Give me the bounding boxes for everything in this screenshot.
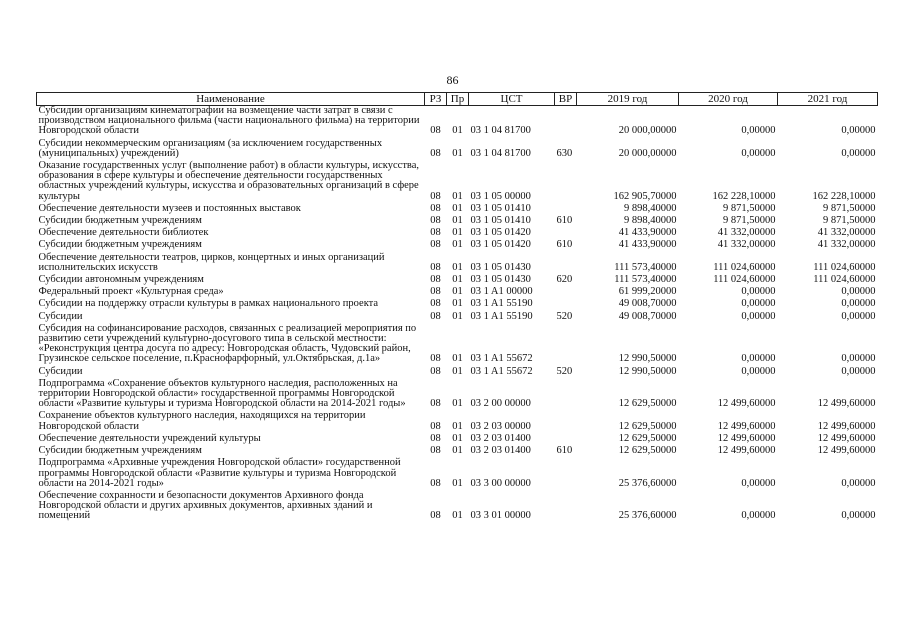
row-name: Обеспечение сохранности и безопасности документов Архивного фонда Новгородской области и других архивных документов, архивных зданий и помещений [38,489,373,522]
row-vr: 610 [556,445,573,457]
row-vr: 620 [556,274,573,286]
row-2020: 111 024,60000 [713,274,776,286]
header-2021: 2021 год [778,93,878,106]
row-rz: 08 [430,147,441,159]
row-rz: 08 [430,420,441,432]
row-cst: 03 2 03 00000 [470,420,531,432]
row-rz: 08 [430,227,441,239]
row-pr: 01 [452,125,463,137]
row-rz: 08 [430,274,441,286]
row-cst: 03 1 05 00000 [470,190,531,202]
table-row [37,299,878,311]
row-cst: 03 3 01 00000 [470,510,531,522]
row-name: Сохранение объектов культурного наследия, находящихся на территории Новгородской области [38,410,366,432]
row-2020: 111 024,60000 [713,261,776,273]
row-2019: 12 990,50000 [618,353,677,365]
row-pr: 01 [452,190,463,202]
row-2019: 25 376,60000 [618,477,677,489]
row-2021: 0,00000 [841,298,876,310]
table-row [37,411,878,433]
row-name: Оказание государственных услуг (выполнение работ) в области культуры, искусства, образования в сфере культуры и обеспечение деятельности государственных областных учреждений культуры, искусства и образовательных организаций в сфере культуры [38,160,420,202]
row-cst: 03 1 05 01410 [470,202,531,214]
row-pr: 01 [452,310,463,322]
row-2021: 12 499,60000 [817,398,876,410]
row-2021: 0,00000 [841,286,876,298]
row-2020: 41 332,00000 [717,227,776,239]
row-2019: 41 433,90000 [618,239,677,251]
row-cst: 03 1 A1 00000 [470,286,533,298]
table-row [37,379,878,412]
header-vr: ВР [555,93,577,106]
row-cst: 03 1 05 01420 [470,227,531,239]
row-2019: 25 376,60000 [618,510,677,522]
row-vr [555,411,577,433]
row-2019: 61 999,20000 [618,286,677,298]
row-cst: 03 1 A1 55190 [470,298,533,310]
row-vr [555,161,577,204]
row-name: Субсидии организациям кинематографии на возмещение части затрат в связи с производством национального фильма (части национального фильма) на территории Новгородской области [38,105,420,137]
table-body [37,106,878,524]
page-number: 86 [446,73,459,87]
row-2021: 12 499,60000 [817,432,876,444]
row-name: Подпрограмма «Сохранение объектов культурного наследия, расположенных на территории Новгородской области» государственной программы Новгородской области «Развитие культуры и туризма Новгородской области на 2014-2021 годы» [38,377,406,410]
row-2021: 41 332,00000 [817,239,876,251]
row-vr: 610 [556,239,573,251]
row-2020: 12 499,60000 [717,398,776,410]
row-name: Субсидия на софинансирование расходов, связанных с реализацией мероприятия по развитию сети учреждений культурно-досугового типа в сельской местности: «Реконструкция центра досуга по адресу: Новгородская область, Чудовский район, Грузинское сельское поселение, п.Краснофарфорный, ул.Октябрьская, д.1а» [38,322,417,365]
row-name: Субсидии некоммерческим организациям (за исключением государственных (муниципальных) учреждений) [38,137,383,159]
row-rz: 08 [430,202,441,214]
row-name: Федеральный проект «Культурная среда» [38,286,224,298]
table-row [37,458,878,491]
row-2019: 41 433,90000 [618,227,677,239]
row-rz: 08 [430,125,441,137]
row-cst: 03 1 04 81700 [470,125,531,137]
row-cst: 03 1 A1 55190 [470,310,533,322]
table-row [37,491,878,524]
row-pr: 01 [452,420,463,432]
row-cst: 03 1 04 81700 [470,147,531,159]
row-pr: 01 [452,510,463,522]
row-vr [555,491,577,524]
row-rz: 08 [430,286,441,298]
row-2020: 0,00000 [741,310,776,322]
row-rz: 08 [430,365,441,377]
row-2019: 162 905,70000 [613,190,677,202]
row-2020: 12 499,60000 [717,432,776,444]
header-2019: 2019 год [577,93,679,106]
row-2021: 0,00000 [841,125,876,137]
row-2019: 20 000,00000 [618,147,677,159]
row-2019: 9 898,40000 [624,215,677,227]
row-2020: 9 871,50000 [723,215,776,227]
row-name: Субсидии бюджетным учреждениям [38,445,202,457]
header-rz: РЗ [425,93,447,106]
row-2020: 0,00000 [741,510,776,522]
row-2019: 111 573,40000 [614,274,677,286]
header-pr: Пр [447,93,469,106]
row-2021: 0,00000 [841,365,876,377]
row-rz: 08 [430,432,441,444]
row-2020: 12 499,60000 [717,445,776,457]
table-row [37,324,878,367]
row-cst: 03 2 03 01400 [470,432,531,444]
row-cst: 03 1 05 01430 [470,261,531,273]
row-cst: 03 1 A1 55672 [470,353,533,365]
row-2021: 162 228,10000 [812,190,876,202]
header-cst: ЦСТ [469,93,555,106]
row-2019: 9 898,40000 [624,202,677,214]
row-2021: 9 871,50000 [823,202,876,214]
row-pr: 01 [452,202,463,214]
row-name: Обеспечение деятельности библиотек [38,227,209,239]
row-2019: 12 629,50000 [618,432,677,444]
row-rz: 08 [430,239,441,251]
row-rz: 08 [430,477,441,489]
row-pr: 01 [452,365,463,377]
row-2019: 111 573,40000 [614,261,677,273]
row-name: Субсидии [38,310,83,322]
row-2020: 0,00000 [741,353,776,365]
budget-table [36,92,878,524]
table-header [37,93,878,106]
row-rz: 08 [430,510,441,522]
row-pr: 01 [452,261,463,273]
table-row [37,139,878,161]
row-cst: 03 1 05 01430 [470,274,531,286]
row-name: Обеспечение деятельности учреждений культуры [38,432,261,444]
row-name: Обеспечение деятельности музеев и постоянных выставок [38,202,301,214]
row-2020: 0,00000 [741,147,776,159]
table-row [37,161,878,204]
row-name: Субсидии на поддержку отрасли культуры в рамках национального проекта [38,298,379,310]
row-vr: 610 [556,215,573,227]
row-vr [555,324,577,367]
row-2020: 0,00000 [741,286,776,298]
row-vr [555,458,577,491]
row-pr: 01 [452,239,463,251]
row-rz: 08 [430,190,441,202]
row-name: Субсидии [38,365,83,377]
row-cst: 03 2 03 01400 [470,445,531,457]
row-2021: 41 332,00000 [817,227,876,239]
row-pr: 01 [452,353,463,365]
row-2021: 0,00000 [841,353,876,365]
header-2020: 2020 год [679,93,778,106]
row-2019: 12 629,50000 [618,398,677,410]
row-name: Субсидии бюджетным учреждениям [38,215,202,227]
row-vr [555,379,577,412]
row-2021: 12 499,60000 [817,420,876,432]
row-2020: 162 228,10000 [712,190,776,202]
row-vr [555,287,577,299]
row-rz: 08 [430,215,441,227]
header-name: Наименование [37,93,425,106]
row-pr: 01 [452,298,463,310]
row-pr: 01 [452,274,463,286]
row-2019: 20 000,00000 [618,125,677,137]
row-pr: 01 [452,147,463,159]
row-pr: 01 [452,286,463,298]
row-2019: 12 629,50000 [618,445,677,457]
row-2019: 49 008,70000 [618,310,677,322]
row-2020: 0,00000 [741,477,776,489]
table-row [37,240,878,252]
row-vr: 520 [556,310,573,322]
row-2019: 12 629,50000 [618,420,677,432]
row-vr [555,299,577,311]
row-rz: 08 [430,310,441,322]
row-2021: 111 024,60000 [813,261,876,273]
row-pr: 01 [452,445,463,457]
row-2020: 12 499,60000 [717,420,776,432]
row-cst: 03 1 A1 55672 [470,365,533,377]
row-2020: 0,00000 [741,298,776,310]
row-pr: 01 [452,215,463,227]
row-2021: 111 024,60000 [813,274,876,286]
row-2020: 9 871,50000 [723,202,776,214]
row-2021: 0,00000 [841,310,876,322]
table-row [37,253,878,275]
row-rz: 08 [430,298,441,310]
row-name: Субсидии автономным учреждениям [38,274,204,286]
row-name: Обеспечение деятельности театров, цирков, концертных и иных организаций исполнительских искусств [38,251,385,273]
table-row [37,106,878,139]
row-vr: 520 [556,365,573,377]
row-2020: 0,00000 [741,125,776,137]
row-pr: 01 [452,432,463,444]
row-rz: 08 [430,398,441,410]
row-cst: 03 3 00 00000 [470,477,531,489]
row-cst: 03 2 00 00000 [470,398,531,410]
row-pr: 01 [452,398,463,410]
row-name: Субсидии бюджетным учреждениям [38,239,202,251]
row-vr [555,106,577,139]
row-name: Подпрограмма «Архивные учреждения Новгородской области» государственной программы Новгородской области «Развитие культуры и туризма Новгородской области на 2014-2021 годы» [38,457,401,489]
row-vr [555,253,577,275]
row-2020: 41 332,00000 [717,239,776,251]
row-2019: 12 990,50000 [618,365,677,377]
row-pr: 01 [452,477,463,489]
row-2021: 0,00000 [841,477,876,489]
row-2019: 49 008,70000 [618,298,677,310]
row-2021: 9 871,50000 [823,215,876,227]
row-pr: 01 [452,227,463,239]
row-2021: 0,00000 [841,147,876,159]
row-2021: 0,00000 [841,510,876,522]
row-2021: 12 499,60000 [817,445,876,457]
row-cst: 03 1 05 01420 [470,239,531,251]
row-rz: 08 [430,353,441,365]
row-rz: 08 [430,261,441,273]
row-vr: 630 [556,147,573,159]
row-rz: 08 [430,445,441,457]
row-cst: 03 1 05 01410 [470,215,531,227]
row-2020: 0,00000 [741,365,776,377]
